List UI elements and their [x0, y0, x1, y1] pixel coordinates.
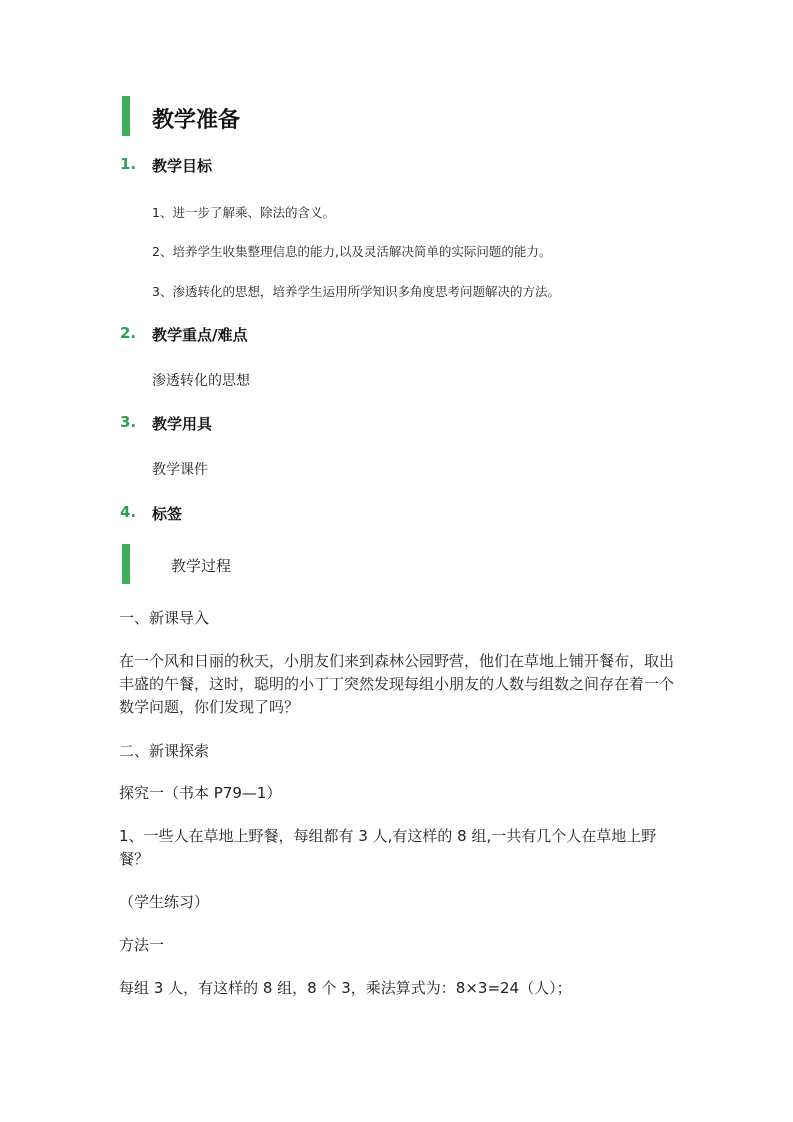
heading-accent-bar [122, 96, 130, 136]
section-number: 2. [120, 324, 137, 342]
section-heading-goals: 教学目标 [152, 157, 213, 175]
section-heading-tools: 教学用具 [152, 415, 213, 433]
process-line: 探究一（书本 P79—1） [119, 784, 282, 802]
heading-accent-bar [122, 544, 130, 584]
goal-item: 2、培养学生收集整理信息的能力,以及灵活解决简单的实际问题的能力。 [152, 244, 552, 259]
section-number: 3. [120, 413, 137, 431]
goal-item: 3、渗透转化的思想，培养学生运用所学知识多角度思考问题解决的方法。 [152, 284, 560, 299]
section-heading-tags: 标签 [152, 505, 183, 523]
question-paragraph: 1、一些人在草地上野餐，每组都有 3 人,有这样的 8 组,一共有几个人在草地上野餐？ [119, 827, 657, 868]
process-line: 方法一 [119, 936, 165, 954]
intro-paragraph: 在一个风和日丽的秋天，小朋友们来到森林公园野营，他们在草地上铺开餐布，取出丰盛的午餐，这时，聪明的小丁丁突然发现每组小朋友的人数与组数之间存在着一个数学问题，你们发现了吗？ [119, 652, 675, 716]
process-line: 每组 3 人，有这样的 8 组，8 个 3，乘法算式为：8×3=24（人）； [119, 979, 572, 997]
process-line: 二、新课探索 [119, 742, 210, 760]
section-number: 4. [120, 503, 137, 521]
goal-item: 1、进一步了解乘、除法的含义。 [152, 205, 335, 220]
process-line: 一、新课导入 [119, 609, 210, 627]
focus-item: 渗透转化的思想 [152, 373, 250, 389]
page-title: 教学准备 [152, 108, 241, 133]
section-number: 1. [120, 155, 137, 173]
section-heading-focus: 教学重点/难点 [152, 326, 248, 344]
process-line: （学生练习） [119, 893, 210, 911]
tools-item: 教学课件 [152, 462, 208, 478]
process-title: 教学过程 [171, 557, 232, 575]
